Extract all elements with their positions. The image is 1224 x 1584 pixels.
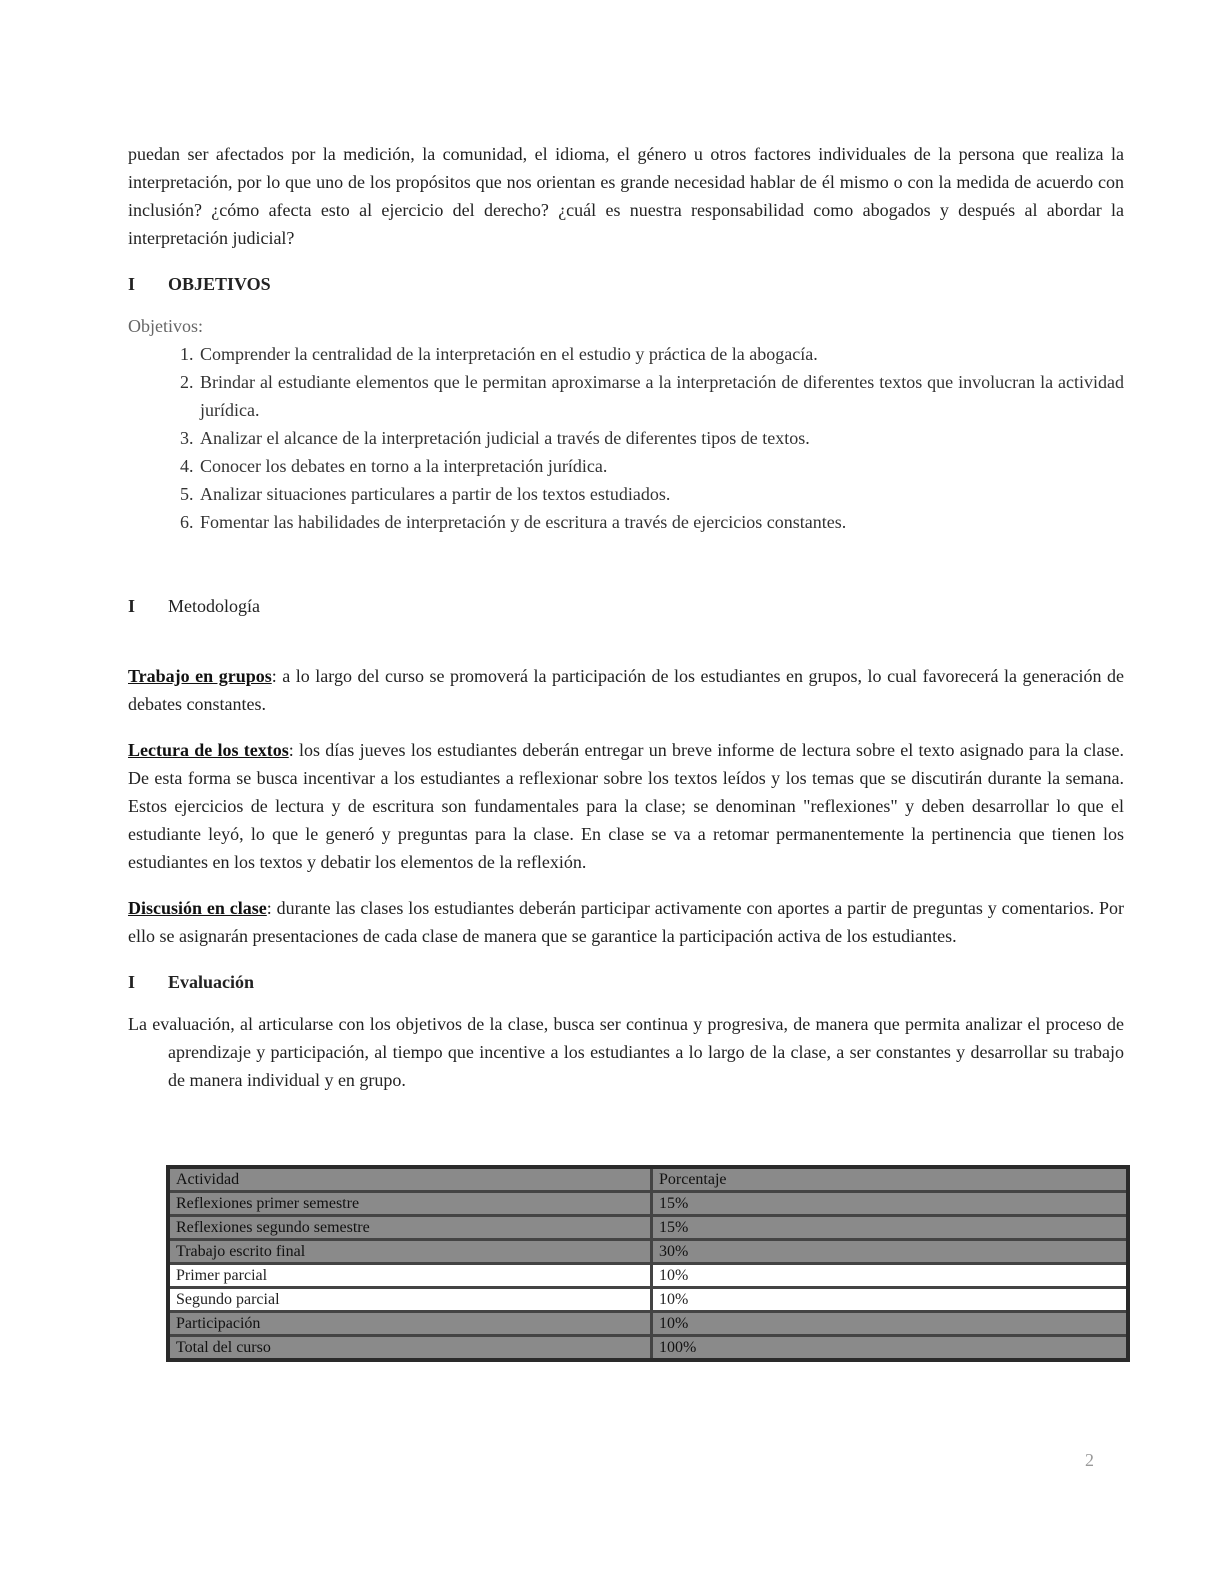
section-number: I bbox=[128, 596, 136, 616]
table-cell-activity: Reflexiones segundo semestre bbox=[168, 1216, 652, 1240]
list-item: 5. Analizar situaciones particulares a partir de los textos estudiados. bbox=[198, 480, 1124, 508]
objectives-label: Objetivos: bbox=[128, 316, 203, 336]
table-row bbox=[168, 1216, 1128, 1240]
table-row bbox=[168, 1240, 1128, 1264]
section-title: Evaluación bbox=[168, 972, 255, 992]
table-row bbox=[168, 1312, 1128, 1336]
section-number: I bbox=[128, 972, 136, 992]
section-heading-metodologia bbox=[128, 592, 1124, 620]
paragraph-text: : durante las clases los estudiantes deberán participar activamente con aportes a partir de preguntas y comentarios. Por ello se asignarán presentaciones de cada clase de manera que se garantice la participación activa de los estudiantes. bbox=[128, 898, 1124, 946]
table-row bbox=[168, 1288, 1128, 1312]
table-row bbox=[168, 1192, 1128, 1216]
intro-paragraph: puedan ser afectados por la medición, la comunidad, el idioma, el género u otros factores individuales de la persona que realiza la interpretación, por lo que uno de los propósitos que nos orientan es grande necesidad hablar de él mismo o con la medida de acuerdo con inclusión? ¿cómo afecta esto al ejercicio del derecho? ¿cuál es nuestra responsabilidad como abogados y después al abordar la interpretación judicial? bbox=[128, 144, 1124, 248]
list-item: 4. Conocer los debates en torno a la interpretación jurídica. bbox=[198, 452, 1124, 480]
section-title: Metodología bbox=[168, 596, 260, 616]
table-cell-percent: 100% bbox=[652, 1336, 1129, 1361]
table-cell-activity: Reflexiones primer semestre bbox=[168, 1192, 652, 1216]
page-number: 2 bbox=[1085, 1450, 1094, 1470]
list-item: 2. Brindar al estudiante elementos que le permitan aproximarse a la interpretación de diferentes textos que involucran la actividad jurídica. bbox=[198, 368, 1124, 424]
table-cell-activity: Segundo parcial bbox=[168, 1288, 652, 1312]
document-page bbox=[128, 140, 1124, 1094]
table-row bbox=[168, 1336, 1128, 1361]
table-cell-activity: Trabajo escrito final bbox=[168, 1240, 652, 1264]
table-cell-percent: 30% bbox=[652, 1240, 1129, 1264]
evaluation-paragraph: La evaluación, al articularse con los objetivos de la clase, busca ser continua y progresiva, de manera que permita analizar el proceso de aprendizaje y participación, al tiempo que incentive a los estudiantes a lo largo de la clase, a ser constantes y desarrollar su trabajo de manera individual y en grupo. bbox=[128, 1014, 1124, 1090]
paragraph-lead: Lectura de los textos bbox=[128, 740, 289, 760]
table-cell-activity: Actividad bbox=[168, 1167, 652, 1192]
paragraph-text: : los días jueves los estudiantes deberán entregar un breve informe de lectura sobre el texto asignado para la clase. De esta forma se busca incentivar a los estudiantes a reflexionar sobre los textos leídos y los temas que se discutirán durante la semana. Estos ejercicios de lectura y de escritura son fundamentales para la clase; se denominan "reflexiones" y deben desarrollar lo que el estudiante leyó, lo que le generó y preguntas para la clase. En clase se va a retomar permanentemente la pertinencia que tienen los estudiantes en los textos y debatir los elementos de la reflexión. bbox=[128, 740, 1124, 872]
list-item: 3. Analizar el alcance de la interpretación judicial a través de diferentes tipos de textos. bbox=[198, 424, 1124, 452]
objectives-list bbox=[128, 340, 1124, 536]
paragraph-lead: Trabajo en grupos bbox=[128, 666, 272, 686]
table-cell-percent: 15% bbox=[652, 1192, 1129, 1216]
section-title: OBJETIVOS bbox=[168, 274, 271, 294]
methodology-paragraph bbox=[128, 662, 1124, 718]
methodology-paragraph bbox=[128, 894, 1124, 950]
list-item: 6. Fomentar las habilidades de interpretación y de escritura a través de ejercicios constantes. bbox=[198, 508, 1124, 536]
paragraph-text: : a lo largo del curso se promoverá la participación de los estudiantes en grupos, lo cual favorecerá la generación de debates constantes. bbox=[128, 666, 1125, 714]
table-cell-percent: 10% bbox=[652, 1312, 1129, 1336]
table-row bbox=[168, 1264, 1128, 1288]
table-cell-activity: Primer parcial bbox=[168, 1264, 652, 1288]
table-cell-percent: 10% bbox=[652, 1264, 1129, 1288]
table-cell-percent: Porcentaje bbox=[652, 1167, 1129, 1192]
grades-table bbox=[166, 1165, 1130, 1362]
methodology-paragraph bbox=[128, 736, 1124, 876]
table-row bbox=[168, 1167, 1128, 1192]
table-cell-activity: Total del curso bbox=[168, 1336, 652, 1361]
section-heading-evaluacion bbox=[128, 968, 1124, 996]
table-cell-percent: 10% bbox=[652, 1288, 1129, 1312]
table-cell-activity: Participación bbox=[168, 1312, 652, 1336]
list-item: 1. Comprender la centralidad de la interpretación en el estudio y práctica de la abogacía. bbox=[198, 340, 1124, 368]
section-heading-objetivos bbox=[128, 270, 1124, 298]
paragraph-lead: Discusión en clase bbox=[128, 898, 267, 918]
section-number: I bbox=[128, 274, 136, 294]
table-cell-percent: 15% bbox=[652, 1216, 1129, 1240]
